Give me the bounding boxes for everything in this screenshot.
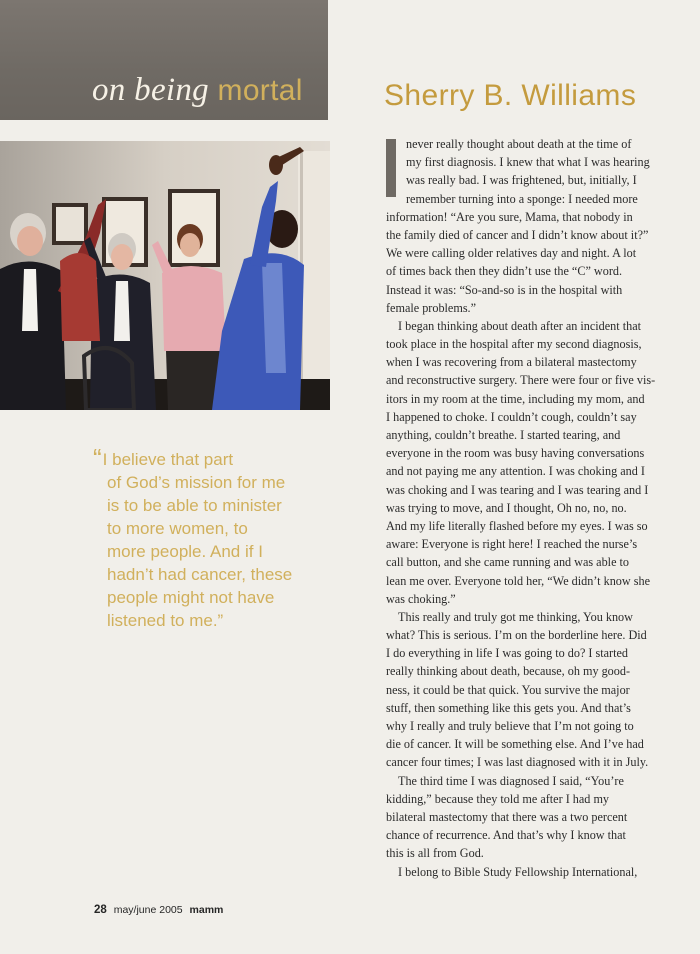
photo-women-raising-arms-icon — [0, 141, 330, 410]
article-line: cancer four times; I was last diagnosed with it in July. — [386, 755, 649, 770]
page-footer — [94, 904, 223, 916]
article-line: I began thinking about death after an incident that — [398, 318, 641, 333]
open-quote-mark: “ — [93, 443, 102, 473]
article-line: everyone in the room was busy having conversations — [386, 446, 645, 461]
pull-quote-line: people might not have — [107, 588, 275, 607]
article-line: what? This is serious. I’m on the borderline here. Did — [386, 628, 647, 643]
article-line: ness, it could be that quick. You survive the major — [386, 682, 630, 697]
article-photo — [0, 141, 330, 410]
article-line: stuff, then something like this gets you. And that’s — [386, 700, 631, 715]
article-line: die of cancer. It will be something else. And I’ve had — [386, 737, 644, 752]
article-line: itors in my room at the time, including my mom, and — [386, 391, 645, 406]
pull-quote-line: more people. And if I — [107, 542, 263, 561]
article-line: lean me over. Everyone told her, “We didn’t know she — [386, 573, 650, 588]
article-line: when I was recovering from a bilateral mastectomy — [386, 355, 637, 370]
issue-date: may/june 2005 — [113, 904, 183, 916]
magazine-name: mamm — [189, 904, 224, 916]
article-line: my first diagnosis. I knew that what I was hearing — [406, 155, 650, 170]
article-line: really thinking about death, because, oh my good- — [386, 664, 631, 679]
article-line: why I really and truly believe that I’m not going to — [386, 719, 634, 733]
article-line: was choking and I was tearing and I was tearing and I — [386, 482, 649, 497]
section-title-italic: on being — [92, 72, 209, 108]
pull-quote-line: of God’s mission for me — [107, 473, 286, 492]
article-line: And my life literally flashed before my eyes. I was so — [386, 518, 648, 533]
article-body — [386, 135, 656, 881]
pull-quote-line: to more women, to — [107, 519, 248, 538]
article-line: aware: Everyone is right here! I reached the nurse’s — [386, 537, 638, 552]
article-line: Instead it was: “So-and-so is in the hospital with — [386, 282, 623, 297]
section-title-plain: mortal — [217, 74, 303, 107]
pull-quote-line: is to be able to minister — [107, 496, 282, 515]
article-line: This really and truly got me thinking, You know — [398, 609, 633, 624]
article-line: the family died of cancer and I didn’t know about it?” — [386, 227, 649, 242]
pull-quote-first-text: I believe that part — [102, 450, 234, 469]
article-line: never really thought about death at the time of — [406, 137, 632, 151]
article-line: was really bad. I was frightened, but, initially, I — [406, 173, 637, 188]
author-name: Sherry B. Williams — [384, 79, 637, 112]
section-title — [92, 70, 303, 111]
article-line: call button, and she came running and was able to — [386, 555, 630, 570]
article-line: I happened to choke. I couldn’t cough, couldn’t say — [386, 409, 637, 424]
article-line: We were calling older relatives day and night. A lot — [386, 246, 637, 261]
article-line: chance of recurrence. And that’s why I know that — [386, 828, 626, 843]
article-line: I do everything in life I was going to do? I started — [386, 646, 628, 661]
article-line: and not paying me any attention. I was choking and I — [386, 464, 645, 479]
pull-quote — [93, 443, 333, 632]
article-line: was choking.” — [386, 591, 456, 606]
article-line: female problems.” — [386, 300, 477, 315]
article-line: of times back then they didn’t use the “C” word. — [386, 264, 623, 279]
pull-quote-line: hadn’t had cancer, these — [107, 565, 293, 584]
article-line: this is all from God. — [386, 846, 484, 861]
article-line: bilateral mastectomy that there was a two percent — [386, 809, 628, 824]
article-line: information! “Are you sure, Mama, that nobody in — [386, 209, 633, 224]
article-line: was trying to move, and I thought, Oh no, no, no. — [386, 500, 627, 515]
article-line: remember turning into a sponge: I needed more — [406, 191, 638, 206]
article-line: and reconstructive surgery. There were four or five vis- — [386, 373, 656, 388]
pull-quote-line — [93, 443, 333, 473]
article-line: anything, couldn’t breathe. I started tearing, and — [386, 428, 621, 442]
article-line: took place in the hospital after my second diagnosis, — [386, 337, 642, 352]
article-line: I belong to Bible Study Fellowship International, — [398, 864, 638, 879]
article-line: kidding,” because they told me after I had my — [386, 791, 610, 806]
page-number: 28 — [94, 904, 107, 916]
pull-quote-line: listened to me.” — [107, 611, 224, 630]
article-line: The third time I was diagnosed I said, “You’re — [398, 773, 624, 788]
